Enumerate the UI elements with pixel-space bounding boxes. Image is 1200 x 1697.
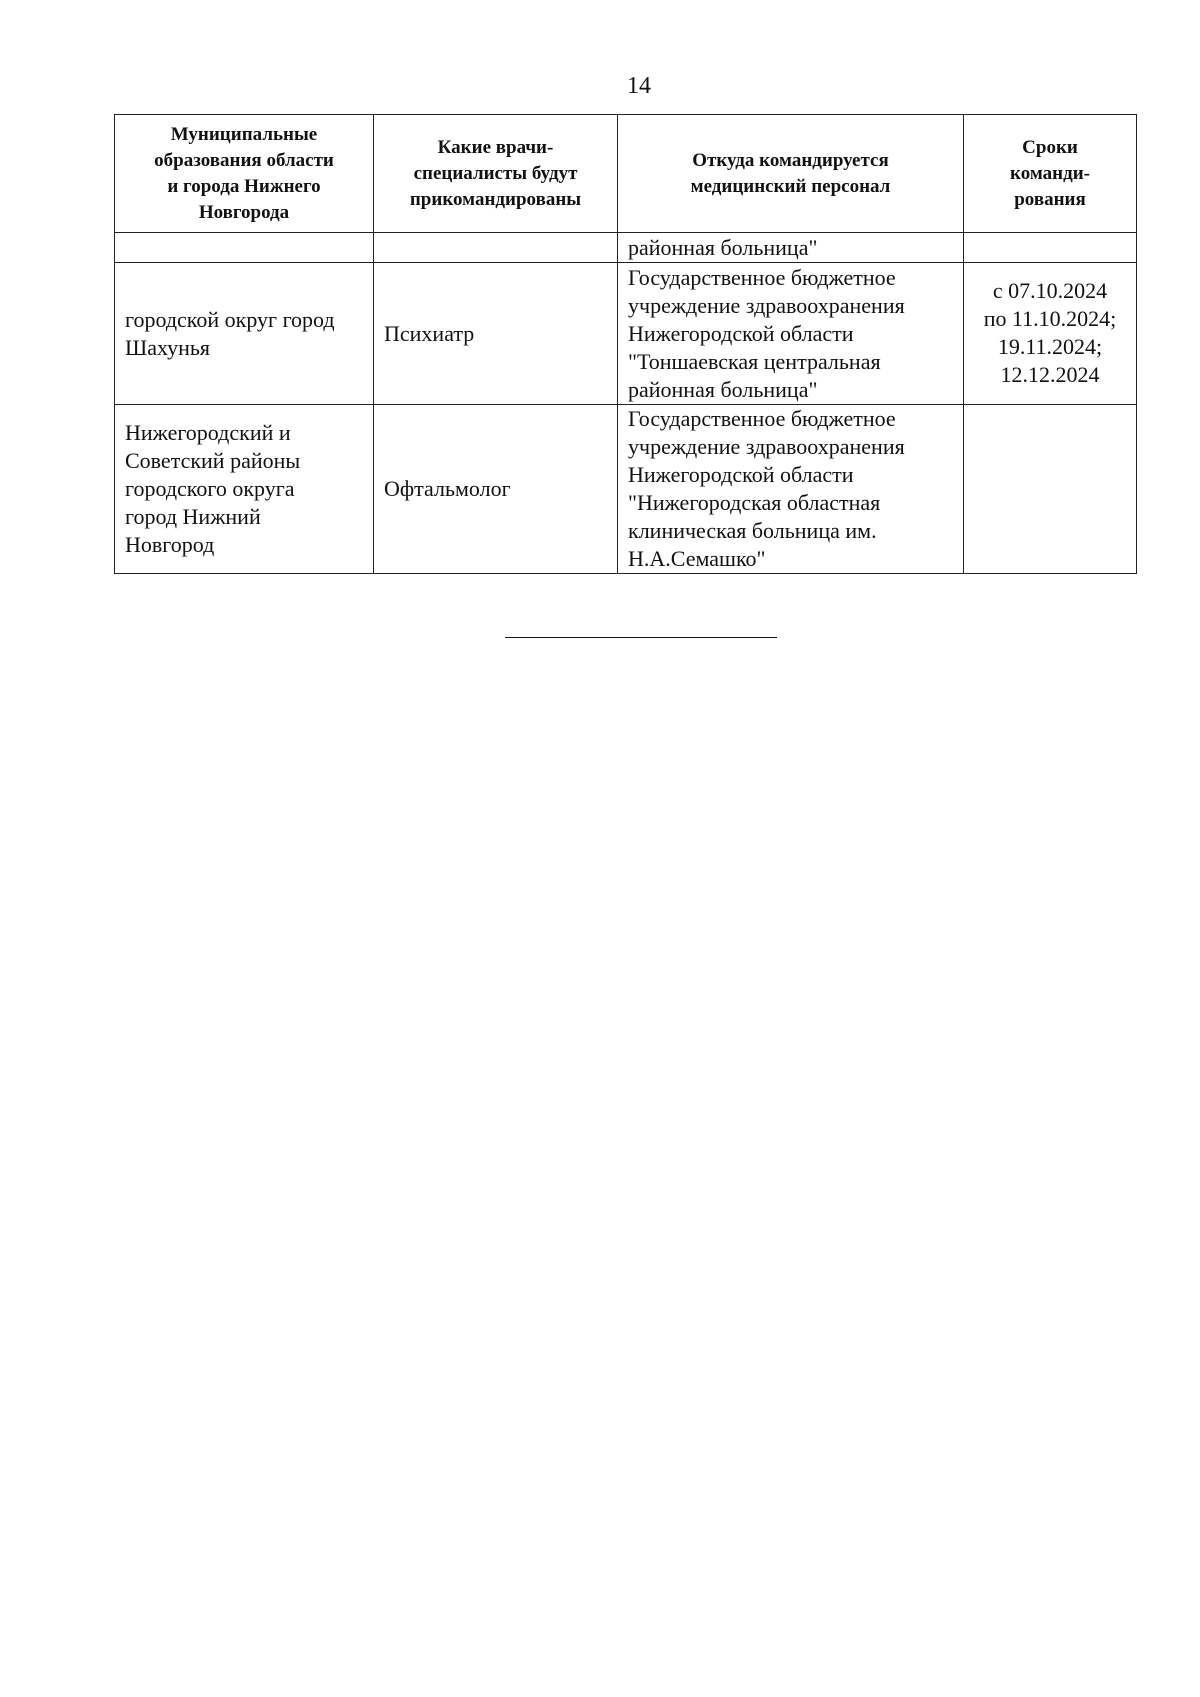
header-origin xyxy=(618,115,964,233)
cell-text-line: Государственное бюджетное xyxy=(628,406,896,431)
cell-text-line: городского округа xyxy=(125,476,295,501)
header-row xyxy=(115,115,1137,233)
cell-text-line: Государственное бюджетное xyxy=(628,264,896,290)
header-text-line: образования области xyxy=(154,149,334,171)
cell-municipality xyxy=(115,263,374,405)
header-text-line: команди- xyxy=(1010,162,1090,184)
cell-text-line: городской округ город xyxy=(125,306,335,332)
header-municipality xyxy=(115,115,374,233)
cell-specialists xyxy=(374,405,618,574)
table-row xyxy=(115,405,1137,574)
cell-origin xyxy=(618,405,964,574)
header-text-line: Новгорода xyxy=(198,201,290,223)
cell-text-line: Нижегородской области xyxy=(628,462,854,487)
table-row xyxy=(115,233,1137,263)
cell-text-line: "Тоншаевская центральная xyxy=(628,348,881,374)
header-specialists xyxy=(374,115,618,233)
cell-text-line: Офтальмолог xyxy=(384,476,511,501)
header-text-line: Откуда командируется xyxy=(692,149,889,171)
cell-text-line: по 11.10.2024; xyxy=(983,306,1117,331)
cell-text-line: учреждение здравоохранения xyxy=(628,434,905,459)
header-text-line: прикомандированы xyxy=(409,188,582,210)
cell-municipality xyxy=(115,233,374,263)
cell-text-line: клиническая больница им. xyxy=(628,518,877,543)
header-text-line: Муниципальные xyxy=(170,123,318,145)
cell-terms xyxy=(964,263,1137,405)
header-text-line: и города Нижнего xyxy=(167,175,321,197)
table-header xyxy=(115,115,1137,233)
cell-text-line: 19.11.2024; xyxy=(997,334,1103,359)
header-text-line: Какие врачи- xyxy=(437,136,554,158)
cell-origin xyxy=(618,263,964,405)
cell-text-line: 12.12.2024 xyxy=(1000,362,1100,387)
cell-text-line: Н.А.Семашко" xyxy=(628,546,766,571)
commissioning-table xyxy=(114,114,1137,574)
end-of-document-rule xyxy=(505,637,777,638)
cell-text-line: районная больница" xyxy=(628,234,818,260)
header-text-line: медицинский персонал xyxy=(690,175,891,197)
cell-text-line: Новгород xyxy=(125,532,215,557)
cell-specialists xyxy=(374,233,618,263)
cell-terms xyxy=(964,405,1137,574)
cell-text-line: учреждение здравоохранения xyxy=(628,292,905,318)
header-text-line: рования xyxy=(1014,188,1086,210)
cell-terms xyxy=(964,233,1137,263)
header-text-line: Сроки xyxy=(1022,136,1078,158)
cell-origin xyxy=(618,233,964,263)
cell-text-line: Шахунья xyxy=(125,334,211,360)
cell-specialists xyxy=(374,263,618,405)
table-body xyxy=(115,233,1137,574)
cell-text-line: "Нижегородская областная xyxy=(628,490,881,515)
table-row xyxy=(115,263,1137,405)
cell-text-line: Психиатр xyxy=(384,320,475,346)
cell-municipality xyxy=(115,405,374,574)
cell-text-line: районная больница" xyxy=(628,376,818,402)
page-number: 14 xyxy=(627,73,651,99)
cell-text-line: Нижегородской области xyxy=(628,320,854,346)
header-text-line: специалисты будут xyxy=(413,162,578,184)
cell-text-line: Нижегородский и xyxy=(125,420,291,445)
cell-text-line: с 07.10.2024 xyxy=(992,278,1108,303)
cell-text-line: Советский районы xyxy=(125,448,301,473)
cell-text-line: город Нижний xyxy=(125,504,261,529)
header-terms xyxy=(964,115,1137,233)
